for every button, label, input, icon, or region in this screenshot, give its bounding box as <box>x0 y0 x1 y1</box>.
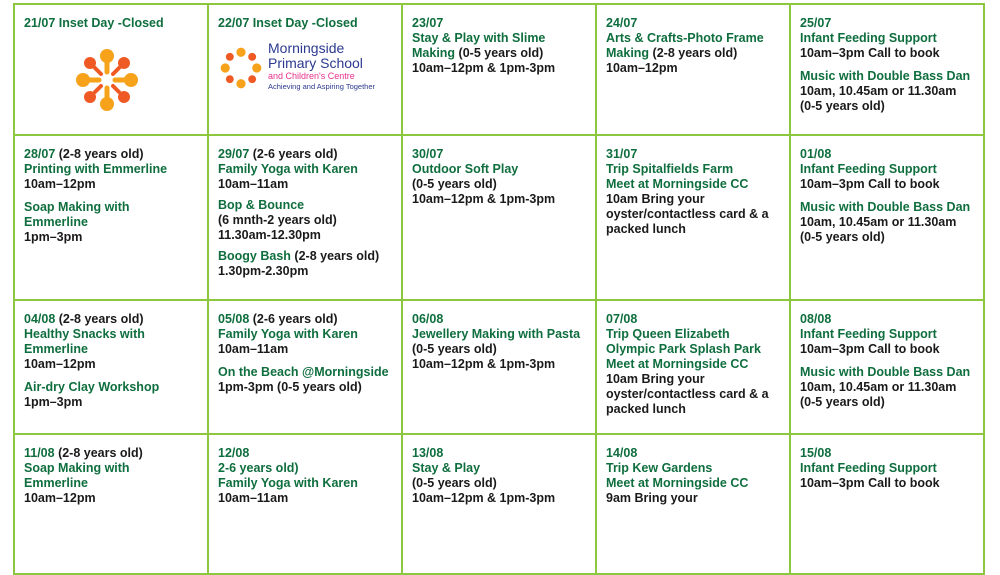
activity-title: Trip Spitalfields Farm <box>606 162 734 176</box>
activity-title: Arts & Crafts-Photo Frame <box>606 31 764 45</box>
activity-time: 10am Bring your <box>606 372 705 386</box>
activity-time: 10am–12pm <box>24 491 96 505</box>
trip-note: oyster/contactless card & a <box>606 387 769 401</box>
day-heading: 30/07 <box>412 147 444 161</box>
day-heading: 07/08 <box>606 312 638 326</box>
day-cell-06-08 <box>403 301 597 435</box>
activity-title: Making <box>412 46 456 60</box>
activity-title: Family Yoga with Karen <box>218 162 358 176</box>
day-heading: 24/07 <box>606 16 638 30</box>
age-range: (2-8 years old) <box>54 446 143 460</box>
age-range: (2-6 years old) <box>249 312 338 326</box>
day-heading: 15/08 <box>800 446 832 460</box>
day-cell-25-07 <box>791 5 985 136</box>
age-range: (0-5 years old) <box>412 177 497 191</box>
activity-title: Music with Double Bass Dan <box>800 69 971 83</box>
day-heading: 14/08 <box>606 446 638 460</box>
day-heading: 01/08 <box>800 147 832 161</box>
day-heading: 12/08 <box>218 446 250 460</box>
activity-time: 1pm–3pm <box>24 230 83 244</box>
activity-title: Bop & Bounce <box>218 198 305 212</box>
day-heading: 05/08 <box>218 312 250 326</box>
trip-note: packed lunch <box>606 402 686 416</box>
day-cell-29-07 <box>209 136 403 301</box>
day-cell-15-08 <box>791 435 985 575</box>
activity-title: Infant Feeding Support <box>800 162 937 176</box>
day-heading: 13/08 <box>412 446 444 460</box>
day-cell-12-08 <box>209 435 403 575</box>
activity-time: 1.30pm-2.30pm <box>218 264 309 278</box>
age-range: (0-5 years old) <box>800 395 885 409</box>
activity-title: Air-dry Clay Workshop <box>24 380 160 394</box>
day-cell-07-08 <box>597 301 791 435</box>
activity-time: 1pm–3pm <box>24 395 83 409</box>
activity-title: Jewellery Making with Pasta <box>412 327 581 341</box>
day-cell-08-08 <box>791 301 985 435</box>
activity-time: 1pm-3pm (0-5 years old) <box>218 380 362 394</box>
day-heading: 29/07 <box>218 147 250 161</box>
day-cell-22-07 <box>209 5 403 136</box>
age-range: (0-5 years old) <box>412 342 497 356</box>
activity-time: 10am–12pm <box>24 357 96 371</box>
age-range: (0-5 years old) <box>800 99 885 113</box>
activity-time: 10am–12pm & 1pm-3pm <box>412 357 556 371</box>
activity-title: On the Beach @Morningside <box>218 365 389 379</box>
day-cell-04-08 <box>15 301 209 435</box>
activity-title: Olympic Park Splash Park <box>606 342 761 356</box>
activity-time: 10am–3pm Call to book <box>800 46 940 60</box>
age-range: (2-6 years old) <box>249 147 338 161</box>
activity-title: Printing with Emmerline <box>24 162 168 176</box>
day-heading: 06/08 <box>412 312 444 326</box>
age-range: (0-5 years old) <box>455 46 544 60</box>
activity-title: Trip Kew Gardens <box>606 461 713 475</box>
activity-time: 10am Bring your <box>606 192 705 206</box>
day-heading: 21/07 Inset Day -Closed <box>24 16 164 30</box>
activity-title: Emmerline <box>24 215 88 229</box>
sun-logo-icon <box>218 45 264 91</box>
day-cell-23-07 <box>403 5 597 136</box>
day-heading: 23/07 <box>412 16 444 30</box>
activity-title: Soap Making with <box>24 461 130 475</box>
day-heading: 04/08 <box>24 312 56 326</box>
activity-title: Music with Double Bass Dan <box>800 200 971 214</box>
activity-time: 10am–12pm & 1pm-3pm <box>412 61 556 75</box>
activity-title: Trip Queen Elizabeth <box>606 327 730 341</box>
day-cell-01-08 <box>791 136 985 301</box>
activity-title: Making <box>606 46 650 60</box>
activity-time: 10am–11am <box>218 177 289 191</box>
activity-time: 10am–12pm & 1pm-3pm <box>412 192 556 206</box>
meeting-point: Meet at Morningside CC <box>606 476 749 490</box>
activity-title: Music with Double Bass Dan <box>800 365 971 379</box>
sun-logo-icon <box>72 45 142 115</box>
day-cell-11-08 <box>15 435 209 575</box>
day-heading: 22/07 Inset Day -Closed <box>218 16 358 30</box>
activity-time: 10am–3pm Call to book <box>800 342 940 356</box>
school-logo <box>218 41 392 92</box>
activity-time: 10am–11am <box>218 342 289 356</box>
day-cell-14-08 <box>597 435 791 575</box>
age-range: (2-8 years old) <box>290 249 380 263</box>
age-range: (2-8 years old) <box>649 46 738 60</box>
activity-time: 10am, 10.45am or 11.30am <box>800 84 957 98</box>
day-heading: 11/08 <box>24 446 55 460</box>
day-cell-24-07 <box>597 5 791 136</box>
activity-title: Infant Feeding Support <box>800 31 937 45</box>
day-cell-30-07 <box>403 136 597 301</box>
activity-title: Emmerline <box>24 476 88 490</box>
activity-time: 11.30am-12.30pm <box>218 228 321 242</box>
activity-time: 10am, 10.45am or 11.30am <box>800 215 957 229</box>
activity-title: Stay & Play <box>412 461 481 475</box>
activity-time: 10am, 10.45am or 11.30am <box>800 380 957 394</box>
activity-time: 10am–11am <box>218 491 289 505</box>
meeting-point: Meet at Morningside CC <box>606 357 749 371</box>
age-range: (2-8 years old) <box>55 312 144 326</box>
age-range: (2-8 years old) <box>55 147 144 161</box>
activity-title: Emmerline <box>24 342 88 356</box>
activity-time: 10am–3pm Call to book <box>800 476 940 490</box>
activity-title: Family Yoga with Karen <box>218 327 358 341</box>
meeting-point: Meet at Morningside CC <box>606 177 749 191</box>
day-cell-28-07 <box>15 136 209 301</box>
activity-title: Family Yoga with Karen <box>218 476 358 490</box>
activity-title: Healthy Snacks with <box>24 327 145 341</box>
age-range: 2-6 years old) <box>218 461 299 475</box>
activity-time: 10am–12pm <box>24 177 96 191</box>
age-range: (0-5 years old) <box>800 230 885 244</box>
activity-time: 10am–12pm <box>606 61 678 75</box>
day-heading: 25/07 <box>800 16 832 30</box>
activity-title: Infant Feeding Support <box>800 461 937 475</box>
day-cell-05-08 <box>209 301 403 435</box>
school-name: Morningside Primary School and Children's Centre Achieving and Aspiring Together <box>268 40 376 91</box>
activity-time: 9am Bring your <box>606 491 698 505</box>
day-cell-31-07 <box>597 136 791 301</box>
day-cell-21-07 <box>15 5 209 136</box>
day-heading: 08/08 <box>800 312 832 326</box>
activity-title: Infant Feeding Support <box>800 327 937 341</box>
activity-calendar <box>13 3 985 575</box>
activity-time: 10am–3pm Call to book <box>800 177 940 191</box>
activity-title: Stay & Play with Slime <box>412 31 546 45</box>
activity-title: Outdoor Soft Play <box>412 162 519 176</box>
trip-note: oyster/contactless card & a <box>606 207 769 221</box>
age-range: (0-5 years old) <box>412 476 497 490</box>
day-cell-13-08 <box>403 435 597 575</box>
trip-note: packed lunch <box>606 222 686 236</box>
age-range: (6 mnth-2 years old) <box>218 213 337 227</box>
day-heading: 28/07 <box>24 147 56 161</box>
activity-title: Soap Making with <box>24 200 130 214</box>
activity-time: 10am–12pm & 1pm-3pm <box>412 491 556 505</box>
activity-title: Boogy Bash <box>218 249 291 263</box>
day-heading: 31/07 <box>606 147 638 161</box>
